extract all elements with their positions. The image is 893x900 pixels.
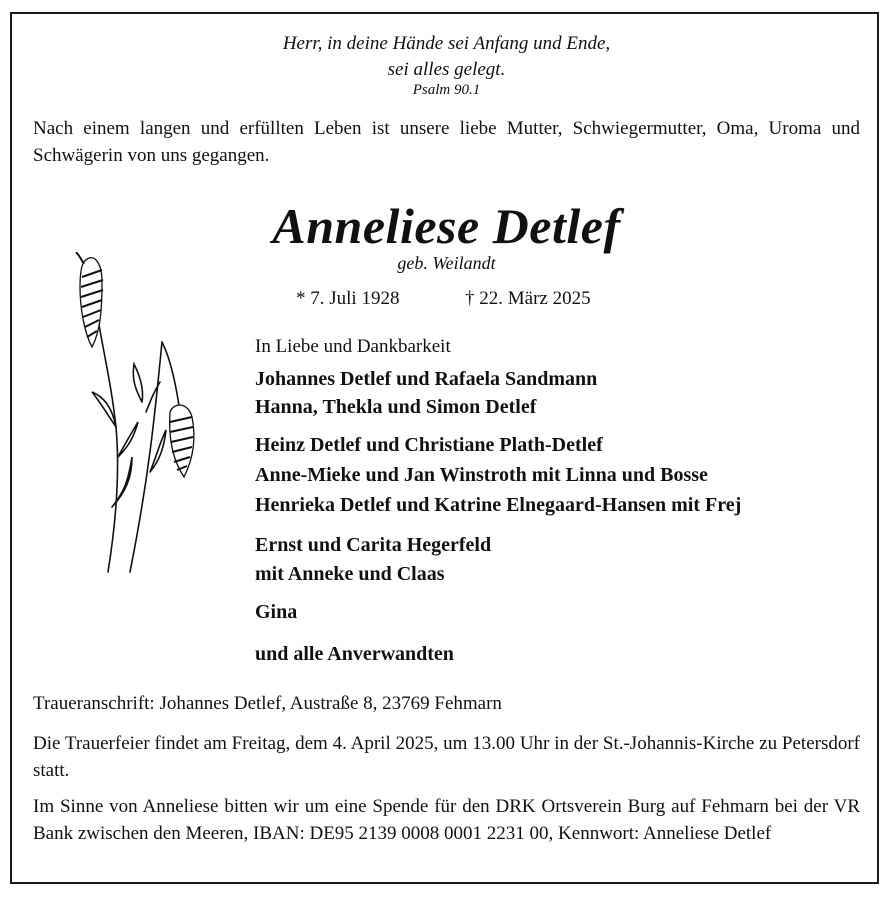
mourner-line: Heinz Detlef und Christiane Plath-Detlef [255, 434, 603, 456]
born-name: geb. Weilandt [397, 253, 496, 273]
quote-source: Psalm 90.1 [412, 82, 481, 98]
mourner-line: Anne-Mieke und Jan Winstroth mit Linna und Bosse [255, 464, 708, 486]
mourner-line: Gina [255, 601, 298, 623]
mourner-line: mit Anneke und Claas [255, 563, 445, 585]
death-date: † 22. März 2025 [465, 288, 591, 309]
wheat-ears-icon [62, 252, 212, 582]
deceased-name: Anneliese Detlef [272, 198, 621, 254]
mourner-line: Johannes Detlef und Rafaela Sandmann [255, 368, 598, 390]
funeral-service-text: Die Trauerfeier findet am Freitag, dem 4. April 2025, um 13.00 Uhr in der St.-Johannis-Kirche zu Petersdorf statt. [33, 733, 860, 781]
mourner-line: Ernst und Carita Hegerfeld [255, 534, 492, 556]
mourners-intro: In Liebe und Dankbarkeit [255, 336, 451, 357]
donation-text: Im Sinne von Anneliese bitten wir um eine Spende für den DRK Ortsverein Burg auf Fehmarn bei der VR Bank zwischen den Meeren, IBAN: DE95 2139 0008 0001 2231 00, Kennwort: Anneliese Detlef [33, 796, 860, 844]
mourner-line: und alle Anverwandten [255, 643, 454, 665]
intro-text: Nach einem langen und erfüllten Leben ist unsere liebe Mutter, Schwiegermutter, Oma, Uroma und Schwägerin von uns gegangen. [33, 118, 860, 166]
quote-line-1: Herr, in deine Hände sei Anfang und Ende, [282, 33, 611, 54]
mourning-address: Traueranschrift: Johannes Detlef, Austraße 8, 23769 Fehmarn [33, 693, 502, 714]
mourner-line: Henrieka Detlef und Katrine Elnegaard-Hansen mit Frej [255, 494, 742, 516]
birth-date: * 7. Juli 1928 [296, 288, 400, 309]
mourner-line: Hanna, Thekla und Simon Detlef [255, 396, 537, 418]
quote-line-2: sei alles gelegt. [387, 59, 506, 80]
